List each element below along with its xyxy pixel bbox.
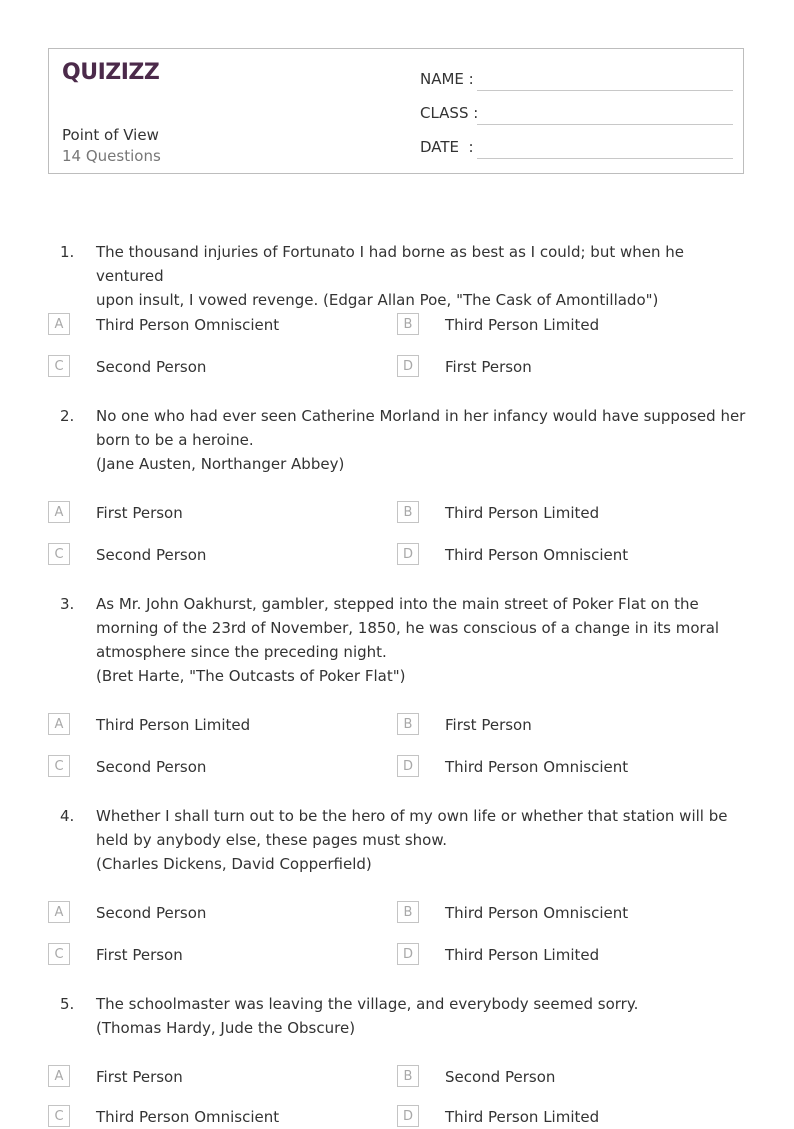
- option-letter-box: A: [48, 501, 70, 523]
- class-field[interactable]: [420, 101, 733, 125]
- question-line: The thousand injuries of Fortunato I had borne as best as I could; but when he ventured: [96, 243, 684, 285]
- option-letter-box: A: [48, 901, 70, 923]
- option-letter-box: D: [397, 543, 419, 565]
- question-line: morning of the 23rd of November, 1850, he was conscious of a change in its moral: [96, 619, 720, 637]
- question-text: [96, 804, 746, 876]
- question-line: No one who had ever seen Catherine Morland in her infancy would have supposed her: [96, 407, 746, 425]
- quizizz-logo: QUIZIZZ: [62, 60, 160, 85]
- question-number: 5.: [60, 995, 75, 1013]
- question-line: born to be a heroine.: [96, 431, 254, 449]
- option-text: Second Person: [445, 1068, 556, 1086]
- option-letter-box: B: [397, 901, 419, 923]
- question-line: (Charles Dickens, David Copperfield): [96, 855, 372, 873]
- name-line[interactable]: [477, 90, 733, 91]
- option-text: First Person: [445, 358, 532, 376]
- option-text: Third Person Limited: [96, 716, 251, 734]
- option-letter-box: B: [397, 1065, 419, 1087]
- question-number: 3.: [60, 595, 75, 613]
- question-line: (Thomas Hardy, Jude the Obscure): [96, 1019, 356, 1037]
- class-line[interactable]: [477, 124, 733, 125]
- option-letter-box: D: [397, 355, 419, 377]
- option-letter-box: A: [48, 1065, 70, 1087]
- question-line: As Mr. John Oakhurst, gambler, stepped into the main street of Poker Flat on the: [96, 595, 699, 613]
- option-letter-box: D: [397, 1105, 419, 1127]
- option-letter-box: C: [48, 1105, 70, 1127]
- option-text: Second Person: [96, 546, 207, 564]
- option-text: Third Person Omniscient: [445, 758, 629, 776]
- date-field[interactable]: [420, 135, 733, 159]
- question-line: Whether I shall turn out to be the hero of my own life or whether that station will be: [96, 807, 728, 825]
- option-letter-box: D: [397, 943, 419, 965]
- question-number: 2.: [60, 407, 75, 425]
- question-line: held by anybody else, these pages must show.: [96, 831, 447, 849]
- question-text: [96, 404, 746, 476]
- option-letter-box: A: [48, 713, 70, 735]
- date-label: DATE :: [420, 138, 474, 156]
- question-line: upon insult, I vowed revenge. (Edgar Allan Poe, "The Cask of Amontillado"): [96, 291, 659, 309]
- option-text: First Person: [445, 716, 532, 734]
- option-text: Third Person Omniscient: [96, 1108, 280, 1126]
- option-text: Third Person Limited: [445, 1108, 600, 1126]
- option-text: Third Person Omniscient: [96, 316, 280, 334]
- option-letter-box: C: [48, 355, 70, 377]
- option-letter-box: B: [397, 313, 419, 335]
- option-text: Third Person Limited: [445, 946, 600, 964]
- option-letter-box: C: [48, 943, 70, 965]
- worksheet-title: Point of View: [62, 126, 159, 144]
- option-text: First Person: [96, 946, 183, 964]
- option-letter-box: C: [48, 755, 70, 777]
- option-letter-box: B: [397, 501, 419, 523]
- option-text: First Person: [96, 1068, 183, 1086]
- question-text: [96, 992, 746, 1040]
- name-label: NAME :: [420, 70, 474, 88]
- option-text: Second Person: [96, 758, 207, 776]
- question-text: [96, 240, 746, 312]
- option-text: Third Person Omniscient: [445, 546, 629, 564]
- question-number: 4.: [60, 807, 75, 825]
- question-line: The schoolmaster was leaving the village, and everybody seemed sorry.: [96, 995, 639, 1013]
- option-letter-box: A: [48, 313, 70, 335]
- question-line: (Bret Harte, "The Outcasts of Poker Flat"): [96, 667, 406, 685]
- option-text: Third Person Limited: [445, 316, 600, 334]
- option-letter-box: D: [397, 755, 419, 777]
- option-text: Second Person: [96, 904, 207, 922]
- option-text: Second Person: [96, 358, 207, 376]
- option-letter-box: C: [48, 543, 70, 565]
- worksheet-header: [48, 48, 744, 174]
- question-count: 14 Questions: [62, 147, 161, 165]
- date-line[interactable]: [477, 158, 733, 159]
- option-text: Third Person Omniscient: [445, 904, 629, 922]
- question-line: atmosphere since the preceding night.: [96, 643, 387, 661]
- option-text: First Person: [96, 504, 183, 522]
- name-field[interactable]: [420, 67, 733, 91]
- question-number: 1.: [60, 243, 75, 261]
- question-line: (Jane Austen, Northanger Abbey): [96, 455, 345, 473]
- class-label: CLASS :: [420, 104, 479, 122]
- question-text: [96, 592, 746, 688]
- option-letter-box: B: [397, 713, 419, 735]
- option-text: Third Person Limited: [445, 504, 600, 522]
